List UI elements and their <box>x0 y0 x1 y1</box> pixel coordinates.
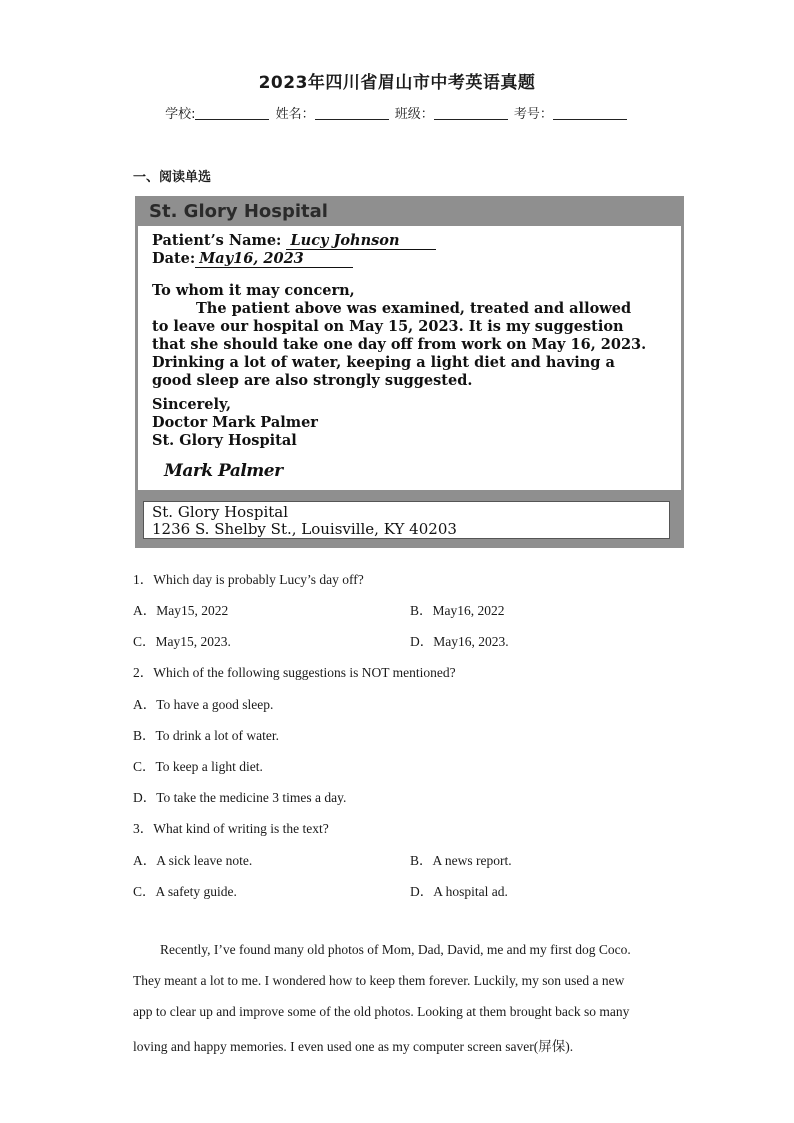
q3-option-a[interactable]: A．A sick leave note. <box>133 853 253 868</box>
page-title: 2023年四川省眉山市中考英语真题 <box>258 73 536 93</box>
letter-line: that she should take one day off from work on May 16, 2023. <box>152 336 647 353</box>
q3-option-c[interactable]: C．A safety guide. <box>133 884 237 899</box>
exam-no-label: 考号： <box>513 107 553 122</box>
date-line <box>152 250 353 268</box>
exam-no-blank[interactable] <box>553 107 627 120</box>
letter-header: St. Glory Hospital <box>149 201 328 222</box>
letter-closing: Sincerely, <box>152 396 232 413</box>
question-3: 3．What kind of writing is the text? <box>133 821 329 836</box>
letter-line: to leave our hospital on May 15, 2023. It is my suggestion <box>152 318 624 335</box>
class-label: 班级： <box>394 107 434 122</box>
name-label: 姓名： <box>275 107 315 122</box>
passage-line: loving and happy memories. I even used one as my computer screen saver(屏保). <box>133 1039 574 1054</box>
letter-doctor: Doctor Mark Palmer <box>152 414 318 431</box>
school-blank[interactable] <box>195 107 269 120</box>
name-blank[interactable] <box>315 107 389 120</box>
date-label: Date: <box>152 250 196 267</box>
date-value: May16, 2023 <box>195 250 353 268</box>
letter-hospital: St. Glory Hospital <box>152 432 297 449</box>
letter-line: The patient above was examined, treated and allowed <box>196 300 632 317</box>
school-label: 学校: <box>165 107 196 122</box>
patient-label: Patient’s Name: <box>152 232 282 249</box>
q1-option-c[interactable]: C．May15, 2023. <box>133 634 231 649</box>
letter-paragraph <box>152 300 680 390</box>
q1-option-a[interactable]: A．May15, 2022 <box>133 603 229 618</box>
letter-greeting: To whom it may concern, <box>152 282 355 299</box>
letter-body <box>138 226 681 490</box>
q1-option-d[interactable]: D．May16, 2023. <box>410 634 509 649</box>
q1-option-b[interactable]: B．May16, 2022 <box>410 603 505 618</box>
q2-option-c[interactable]: C．To keep a light diet. <box>133 759 263 774</box>
passage-line: They meant a lot to me. I wondered how to keep them forever. Luckily, my son used a new <box>133 973 625 988</box>
q3-option-d[interactable]: D．A hospital ad. <box>410 884 508 899</box>
passage-line: app to clear up and improve some of the old photos. Looking at them brought back so many <box>133 1004 630 1019</box>
footer-hospital-name: St. Glory Hospital <box>152 503 289 521</box>
q3-option-b[interactable]: B．A news report. <box>410 853 512 868</box>
q2-option-a[interactable]: A．To have a good sleep. <box>133 697 274 712</box>
letter-footer <box>143 501 670 539</box>
patient-name: Lucy Johnson <box>286 232 436 250</box>
question-2: 2．Which of the following suggestions is NOT mentioned? <box>133 665 456 680</box>
hospital-letter-image <box>135 196 684 548</box>
letter-line: Drinking a lot of water, keeping a light diet and having a <box>152 354 615 371</box>
student-info-line <box>0 103 794 122</box>
q2-option-d[interactable]: D．To take the medicine 3 times a day. <box>133 790 347 805</box>
doctor-signature: Mark Palmer <box>164 461 283 481</box>
section-heading: 一、阅读单选 <box>133 170 212 185</box>
class-blank[interactable] <box>434 107 508 120</box>
letter-line: good sleep are also strongly suggested. <box>152 372 473 389</box>
footer-address: 1236 S. Shelby St., Louisville, KY 40203 <box>152 520 457 538</box>
q2-option-b[interactable]: B．To drink a lot of water. <box>133 728 280 743</box>
patient-line <box>152 232 436 250</box>
passage-line: Recently, I’ve found many old photos of Mom, Dad, David, me and my first dog Coco. <box>160 942 631 957</box>
question-1: 1．Which day is probably Lucy’s day off? <box>133 572 364 587</box>
